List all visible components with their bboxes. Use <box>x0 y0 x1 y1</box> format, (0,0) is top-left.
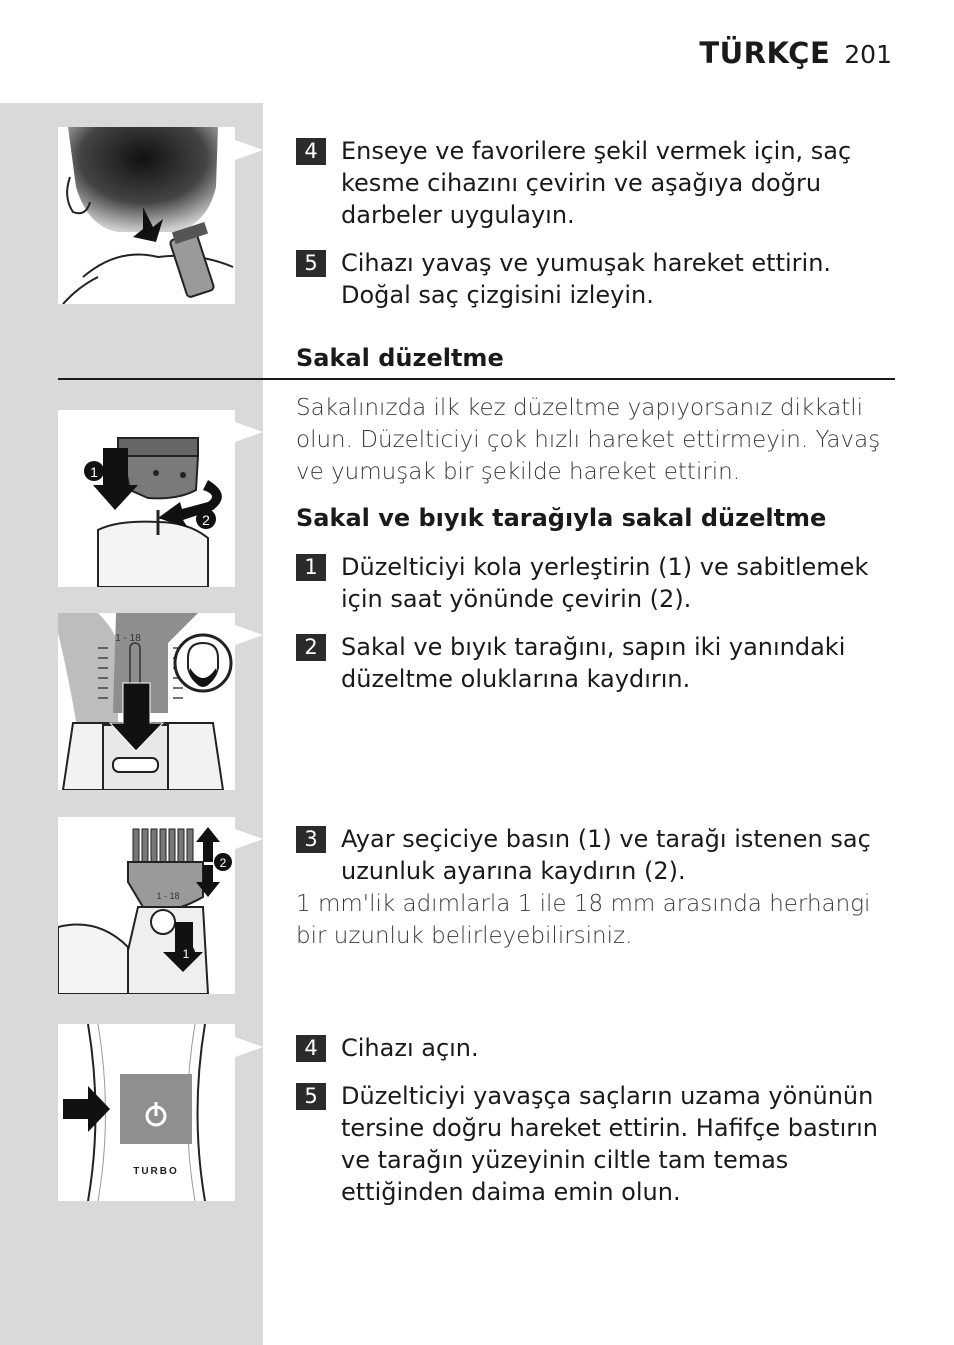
step-text: Enseye ve favorilere şekil vermek için, saç kesme cihazını çevirin ve aşağıya doğru darbeler uygulayın. <box>341 137 852 229</box>
page-header <box>699 36 892 70</box>
figure-beard-comb <box>58 613 235 790</box>
step-text: Düzelticiyi kola yerleştirin (1) ve sabitlemek için saat yönünde çevirin (2). <box>341 553 869 613</box>
step-number: 3 <box>296 826 326 853</box>
page-number: 201 <box>844 40 892 69</box>
step-text: Cihazı açın. <box>341 1034 479 1062</box>
step-number: 1 <box>296 554 326 581</box>
fig4-label-1: 1 <box>182 947 190 961</box>
figure-pointer <box>235 625 263 645</box>
turbo-label: TURBO <box>133 1166 179 1177</box>
fig4-label-2: 2 <box>219 856 227 870</box>
fig2-label-2: 2 <box>202 512 210 528</box>
figure-neck-trimming <box>58 127 235 304</box>
subsection-heading: Sakal ve bıyık tarağıyla sakal düzeltme <box>296 504 827 532</box>
step-text: Sakal ve bıyık tarağını, sapın iki yanındaki düzeltme oluklarına kaydırın. <box>341 633 846 693</box>
step-number: 4 <box>296 138 326 165</box>
step-text: Ayar seçiciye basın (1) ve tarağı istenen saç uzunluk ayarına kaydırın (2). <box>341 825 871 885</box>
fig3-scale: 1 - 18 <box>115 633 141 644</box>
figure-pointer <box>235 422 263 442</box>
section-heading: Sakal düzeltme <box>296 344 504 372</box>
note-paragraph: 1 mm'lik adımlarla 1 ile 18 mm arasında herhangi bir uzunluk belirleyebilirsiniz. <box>296 891 871 949</box>
figure-pointer <box>235 1037 263 1057</box>
step-number: 5 <box>296 1083 326 1110</box>
figure-attach-trimmer <box>58 410 235 587</box>
step-item <box>296 247 896 311</box>
step-number: 2 <box>296 634 326 661</box>
fig2-label-1: 1 <box>90 464 98 480</box>
language-title: TÜRKÇE <box>699 36 831 70</box>
step-text: Cihazı yavaş ve yumuşak hareket ettirin. Doğal saç çizgisini izleyin. <box>341 249 832 309</box>
intro-paragraph: Sakalınızda ilk kez düzeltme yapıyorsanız dikkatli olun. Düzelticiyi çok hızlı hareket ettirmeyin. Yavaş ve yumuşak bir şekilde hareket ettirin. <box>296 395 881 485</box>
figure-pointer <box>235 829 263 849</box>
step-item <box>296 135 896 231</box>
step-item <box>296 823 896 887</box>
step-text: Düzelticiyi yavaşça saçların uzama yönünün tersine doğru hareket ettirin. Hafifçe bastırın ve tarağın yüzeyinin ciltle tam temas ettiğinden daima emin olun. <box>341 1082 878 1206</box>
step-item <box>296 1080 896 1208</box>
step-item <box>296 551 896 615</box>
step-number: 4 <box>296 1035 326 1062</box>
section-divider <box>58 378 895 380</box>
step-number: 5 <box>296 250 326 277</box>
step-item <box>296 1032 896 1064</box>
figure-length-selector <box>58 817 235 994</box>
figure-power-button <box>58 1024 235 1201</box>
step-item <box>296 631 896 695</box>
figure-pointer <box>235 140 263 160</box>
fig4-scale: 1 - 18 <box>156 891 180 901</box>
